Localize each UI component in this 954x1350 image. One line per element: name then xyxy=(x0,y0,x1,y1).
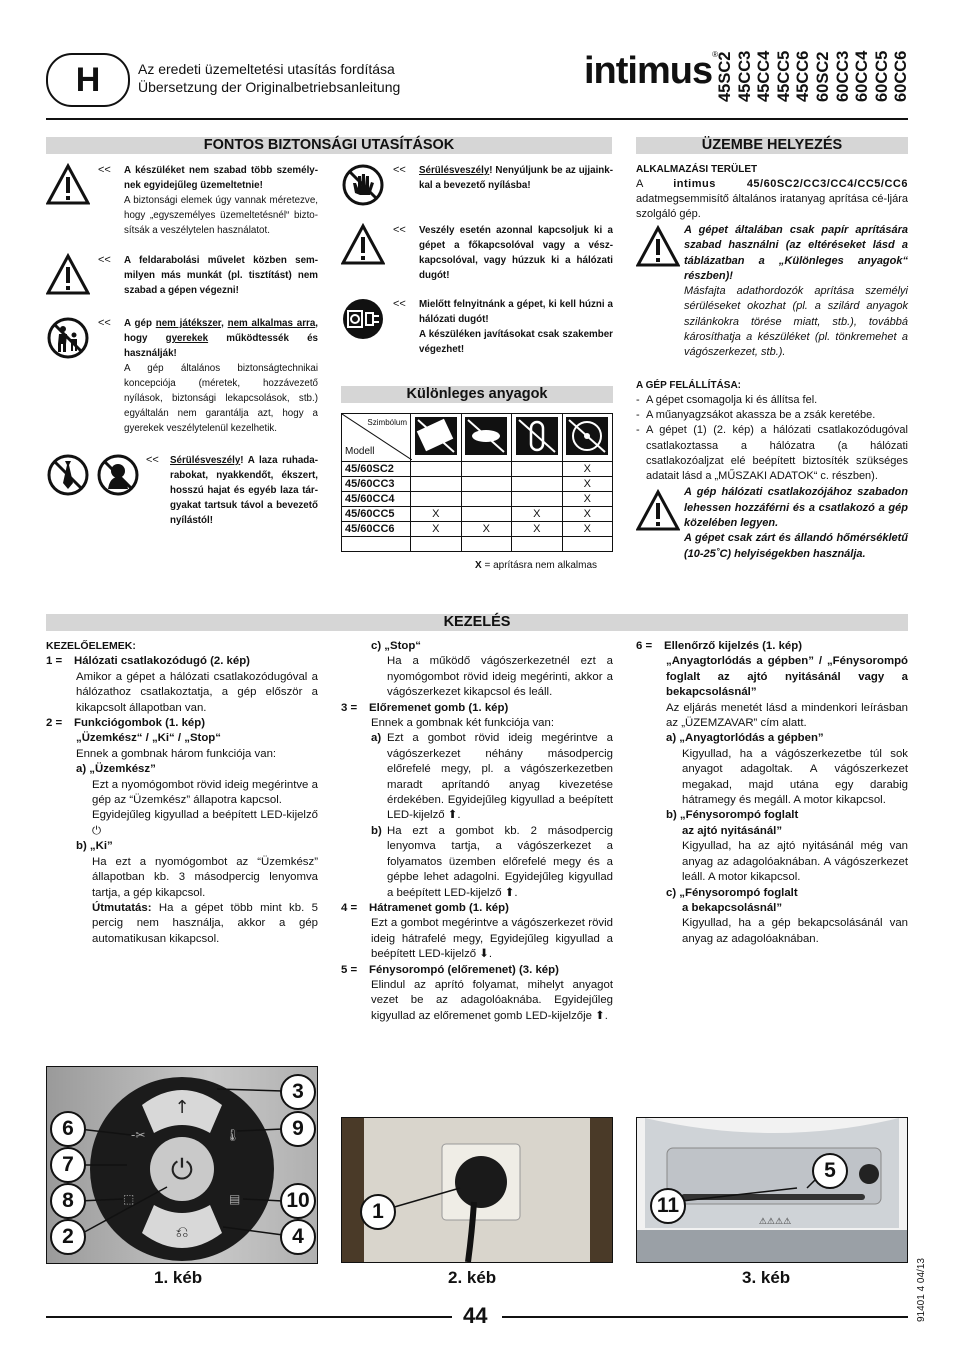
forward-arrow-icon: ⬆ xyxy=(447,809,458,822)
figure-2-caption: 2. kéb xyxy=(448,1268,497,1287)
figure-2-callout-1: 1 xyxy=(360,1194,396,1230)
no-children-icon xyxy=(46,316,90,360)
item-4-desc: Ezt a gombot megérintve a vágószerkezet rövid ideig hátrafelé megy, Egyidejűleg kigyullad a beépített LED-kijelző xyxy=(371,917,613,961)
item-6b-desc: Kigyullad, ha az ajtó nyitásánál még van anyag az adagolóaknában. A vágószerkezet leáll. A motor kikapcsol. xyxy=(682,840,908,884)
item-6-key: 6 = xyxy=(636,640,653,652)
w3-d: működtessék és használják! xyxy=(124,333,318,359)
materials-mark-cell xyxy=(461,492,512,507)
item-6c-heading-2: a bekapcsolásnál” xyxy=(682,901,783,914)
figure-2-photo xyxy=(341,1117,613,1263)
materials-mark-cell xyxy=(411,462,462,477)
materials-row xyxy=(342,477,613,492)
item-3a-key: a) xyxy=(371,732,382,745)
startup-warning-1 xyxy=(636,223,908,361)
startup-warn1-text: Másfajta adathordozók aprítása személyi sérüléseket okozhat (pl. a szilárd anyagok szilánkokra törése miatt, stb.), továbbá károsíthatja a készüléket (pl. tönkremehet a vágószerkezet, stb.). xyxy=(684,285,908,359)
area-text xyxy=(636,177,908,222)
materials-mark-cell: X xyxy=(512,522,563,537)
wall-socket-illustration xyxy=(342,1118,612,1262)
no-cd-icon xyxy=(414,416,458,456)
setup-step-3-text: A gépet (1) (2. kép) a hálózati csatlakozódugóval csatlakoztassa a hálózatra (a hálózati csatlakozóaljzat elé beépített biztosíték szükséges adatait lásd a „MŰSZAKI ADATOK“ c. részben). xyxy=(646,424,908,483)
figure-1-caption: 1. kéb xyxy=(154,1268,203,1287)
brand-logo xyxy=(584,50,717,93)
materials-mark-cell: X xyxy=(411,507,462,522)
item-3a-desc: Ezt a gombot rövid ideig megérintve a vágószerkezet néhány másodpercig előrefelé megy, pl. a vágószerkezetben maradt aprítandó anyag kivezetése érdekében. Egyidejűleg kigyullad a beépített LED-kijelző xyxy=(387,732,613,822)
item-6-header xyxy=(636,639,908,654)
figure-1-callout-8: 8 xyxy=(50,1183,86,1219)
item-3b-desc: Ha ezt a gombot kb. 2 másodpercig lenyomva tartja, a vágószerkezet a folyamatos üzemben előrefelé megy és a gépbe lehet adagolni. Egyidejűleg kigyullad a beépített LED-kijelző xyxy=(387,824,613,899)
w3-b: , xyxy=(221,318,228,329)
w3-a: A gép xyxy=(124,318,156,329)
warning-6-bold: Veszély esetén azonnal kapcsoljuk ki a gépet a főkapcsolóval vagy a vész-kapcsolóval, vagy húzzuk ki a hálózati dugót! xyxy=(419,225,613,281)
figure-1-callout-9: 9 xyxy=(280,1111,316,1147)
model-label: 45SC2 xyxy=(716,51,734,102)
item-6a-desc: Kigyullad, ha a vágószerkezetbe túl sok anyagot adagoltak. A vágószerkezet megakad, majd utána egy darabig hátramegy és megáll. A motor kikapcsol. xyxy=(682,747,908,807)
chevron-marker: << xyxy=(146,454,159,466)
chevron-marker: << xyxy=(98,317,111,329)
w4-underline: Sérülésveszély xyxy=(170,455,241,466)
logo-text: intimus xyxy=(584,50,713,92)
subtitle-line-2: Übersetzung der Originalbetriebsanleitung xyxy=(138,79,401,95)
figure-1-callout-2: 2 xyxy=(50,1219,86,1255)
item-6-title-2: „Anyagtorlódás a gépben” / „Fénysorompó foglalt az ajtó nyitásánál vagy a bekapcsolásnál” xyxy=(666,655,908,699)
materials-header-cell xyxy=(342,414,411,462)
no-disc-icon xyxy=(565,416,609,456)
item-5-desc: Elindul az aprító folyamat, mihelyt anyagot vezet be az adagolóaknába. Egyidejűleg kigyullad az előremenet gomb LED-kijelzője xyxy=(371,978,613,1022)
warning-1-bold: A készüléket nem szabad több személy-nek egyidejűleg üzemeltetnie! xyxy=(124,165,318,191)
materials-row xyxy=(342,507,613,522)
item-5-header xyxy=(341,963,613,978)
empty-cell xyxy=(512,537,563,552)
materials-mark-cell xyxy=(512,462,563,477)
item-2a-heading: a) „Üzemkész” xyxy=(76,763,156,776)
operation-col-3 xyxy=(636,639,908,947)
materials-mark-cell: X xyxy=(562,477,613,492)
forward-arrow-icon: ⬆ xyxy=(595,1009,605,1022)
operation-col-2: c) „Stop“ Ha a működő vágószerkezetnél ezt a nyomógombot rövid ideig megérinti, akkor a vágószerkezet kikapcsol és leáll. 3 = Előremenet gomb (1. kép) Ennek a gombnak két funkciója van: a) Ezt a gombot rövid ideig megérintve a vágószerkezet néhány másodpercig előrefelé megy, pl. a vágószerkezetben maradt aprítandó anyag kivezetése érdekében. Egyidejűleg kigyullad a beépített LED-kijelző ⬆. b) Ha ezt a gombot kb. 2 másodpercig lenyomva tartja, a vágószerkezet a folyamatos üzemben előrefelé megy és a gépbe lehet adagolni. Egyidejűleg kigyullad a beépített LED-kijelző ⬆. 4 = Hátramenet gomb (1. kép) Ezt a gombot megérintve a vágószerkezet rövid ideig hátrafelé megy, Egyidejűleg kigyullad a beépített LED-kijelző ⬇. 5 = Fénysorompó (előremenet) (3. kép) Elindul az aprító folyamat, mihelyt anyagot vezet be az adagolóaknába. Egyidejűleg kigyullad az előremenet gomb LED-kijelzője ⬆. xyxy=(341,640,613,1022)
startup-warning-2 xyxy=(636,485,908,561)
materials-model-cell: 45/60CC4 xyxy=(342,492,411,507)
item-5-title: Fénysorompó (előremenet) (3. kép) xyxy=(369,963,559,976)
area-heading: ALKALMAZÁSI TERÜLET xyxy=(636,164,758,175)
warning-triangle-icon xyxy=(341,223,385,267)
operation-heading: KEZELÉS xyxy=(46,614,908,631)
header-symbol-label: Szimbólum xyxy=(367,418,407,427)
no-hand-icon xyxy=(341,163,385,207)
svg-text:⬚: ⬚ xyxy=(123,1192,135,1206)
item-2a-desc-2: Egyidejűleg kigyullad a beépített LED-kijelző xyxy=(92,809,318,822)
no-card-icon xyxy=(464,416,508,456)
figure-3-caption: 3. kéb xyxy=(742,1268,791,1287)
svg-text:🌡: 🌡 xyxy=(225,1128,241,1142)
model-label: 60SC2 xyxy=(813,51,832,102)
area-bold: intimus 45/60SC2/CC3/CC4/CC5/CC6 xyxy=(673,178,908,190)
item-6b-heading: b) „Fénysorompó foglalt xyxy=(666,809,799,822)
materials-mark-cell: X xyxy=(562,462,613,477)
setup-heading: A GÉP FELÁLLÍTÁSA: xyxy=(636,379,741,391)
materials-heading: Különleges anyagok xyxy=(341,386,613,403)
no-paperclip-icon xyxy=(515,416,559,456)
safety-warning-7 xyxy=(341,297,613,357)
item-1-header xyxy=(46,654,318,669)
svg-text:↑: ↑ xyxy=(174,1097,190,1118)
chevron-marker: << xyxy=(393,298,406,310)
item-3-key: 3 = xyxy=(341,701,358,714)
item-6a-heading: a) „Anyagtorlódás a gépben” xyxy=(666,732,824,745)
item-3-title: Előremenet gomb (1. kép) xyxy=(369,701,509,714)
item-6-title: Ellenőrző kijelzés (1. kép) xyxy=(664,640,803,652)
item-2-key: 2 = xyxy=(46,717,63,730)
note-text: = aprításra nem alkalmas xyxy=(481,560,597,571)
setup-step-2: - A műanyagzsákot akassza be a zsák keretébe. xyxy=(636,408,908,423)
chevron-marker: << xyxy=(393,224,406,236)
model-list xyxy=(716,40,912,102)
materials-mark-cell xyxy=(461,462,512,477)
warning-triangle-icon xyxy=(636,489,680,533)
empty-cell xyxy=(562,537,613,552)
symbol-clip-cell xyxy=(512,414,563,462)
area-t1: A xyxy=(636,178,674,190)
safety-warning-1 xyxy=(46,163,318,238)
materials-mark-cell: X xyxy=(461,522,512,537)
no-long-hair-icon xyxy=(96,453,140,497)
item-2c-heading: c) „Stop“ xyxy=(371,640,421,652)
item-3b-key: b) xyxy=(371,824,382,837)
setup-step-1: - A gépet csomagolja ki és állítsa fel. xyxy=(636,393,908,408)
subtitle-line-1: Az eredeti üzemeltetési utasítás fordítása xyxy=(138,61,395,77)
materials-header-row xyxy=(342,414,613,462)
model-label: 45CC4 xyxy=(755,50,774,102)
materials-mark-cell xyxy=(512,492,563,507)
chevron-marker: << xyxy=(98,164,111,176)
item-4-key: 4 = xyxy=(341,901,358,914)
item-3-header xyxy=(341,701,613,716)
document-number: 91401 4 04/13 xyxy=(916,1258,927,1322)
figure-1-photo xyxy=(46,1066,318,1264)
forward-arrow-icon: ⬆ xyxy=(504,886,515,899)
startup-warn1-bold: A gépet általában csak papír aprítására szabad használni (az eltéréseket lásd a táblázatban a „Különleges anyagok“ részben)! xyxy=(684,224,908,282)
warning-triangle-icon xyxy=(46,253,90,297)
control-panel-illustration xyxy=(47,1067,317,1263)
note-x: X xyxy=(475,560,482,571)
item-2b-desc: Ha ezt a nyomógombot az “Üzemkész” állapotban kb. 3 másodpercig lenyomva tartja, a gép kikapcsol. xyxy=(92,855,318,899)
safety-heading: FONTOS BIZTONSÁGI UTASÍTÁSOK xyxy=(46,137,612,154)
materials-empty-row xyxy=(342,537,613,552)
item-2-desc: Ennek a gombnak három funkciója van: xyxy=(76,747,277,760)
setup-steps xyxy=(636,393,908,485)
footer-rule-left xyxy=(46,1316,452,1318)
page-number: 44 xyxy=(463,1303,488,1328)
figure-3-callout-5: 5 xyxy=(812,1153,848,1189)
materials-mark-cell xyxy=(411,477,462,492)
item-6b-heading-2: az ajtó nyitásánál” xyxy=(682,824,783,837)
materials-note xyxy=(475,560,597,571)
warning-2-bold: A feldarabolási művelet közben sem-milyen más munkát (pl. tisztítást) nem szabad a gépen végezni! xyxy=(124,255,318,296)
header-subtitle xyxy=(138,60,400,96)
item-2-title: Funkciógombok (1. kép) xyxy=(74,717,206,730)
empty-cell xyxy=(342,537,411,552)
materials-model-cell: 45/60CC5 xyxy=(342,507,411,522)
footer-rule-right xyxy=(502,1316,908,1318)
model-label: 45CC3 xyxy=(735,50,754,102)
language-badge: H xyxy=(46,53,130,107)
no-tie-icon xyxy=(46,453,90,497)
w3-u3: gyerekek xyxy=(165,333,209,344)
w4-bold: ! A laza ruhada-rabokat, nyakkendőt, ékszert, hosszú hajat és egyéb laza tár-gyakat tartsuk távol a bevezető nyílástól! xyxy=(170,455,318,526)
warning-triangle-icon xyxy=(46,163,90,207)
item-1-title: Hálózati csatlakozódugó (2. kép) xyxy=(74,655,250,668)
setup-step-1-text: A gépet csomagolja ki és állítsa fel. xyxy=(646,393,818,406)
header-rule xyxy=(46,118,908,120)
materials-mark-cell xyxy=(461,507,512,522)
empty-cell xyxy=(411,537,462,552)
item-2a-desc: Ezt a nyomógombot rövid ideig megérintve a gép az “Üzemkész” állapotra kapcsol. xyxy=(92,778,318,807)
svg-text:⎌: ⎌ xyxy=(175,1222,189,1241)
item-6-desc: Az eljárás menetét lásd a mindenkori leírásban az „ÜZEMZAVAR” cím alatt. xyxy=(666,701,908,730)
item-4-header xyxy=(341,901,613,916)
warning-7-bold-1: Mielőtt felnyitnánk a gépet, ki kell húzni a hálózati dugót! xyxy=(419,299,613,325)
item-3a: a) Ezt a gombot rövid ideig megérintve a vágószerkezet néhány másodpercig előrefelé megy, pl. a vágószerkezetben maradt aprítandó anyag kivezetése érdekében. Egyidejűleg kigyullad a beépített LED-kijelző ⬆. xyxy=(341,731,613,823)
warning-7-bold-2: A készüléken javításokat csak szakember végezhet! xyxy=(419,329,613,355)
symbol-cd-cell xyxy=(411,414,462,462)
item-2b-heading: b) „Ki” xyxy=(76,840,113,853)
item-2c-desc: Ha a működő vágószerkezetnél ezt a nyomógombot rövid ideig megérinti, akkor a vágószerkezet kikapcsol és leáll. xyxy=(387,655,613,699)
startup-heading: ÜZEMBE HELYEZÉS xyxy=(636,137,908,154)
item-5-key: 5 = xyxy=(341,963,358,976)
materials-table xyxy=(341,413,613,552)
materials-model-cell: 45/60CC3 xyxy=(342,477,411,492)
materials-mark-cell: X xyxy=(562,522,613,537)
model-label: 45CC5 xyxy=(774,50,793,102)
model-label: 60CC3 xyxy=(833,50,852,102)
item-2b-note: Ha a gépet több mint kb. 5 percig nem használja, akkor a gép automatikusan kikapcsol. xyxy=(92,901,318,945)
safety-warning-6 xyxy=(341,223,613,283)
figure-3-callout-11: 11 xyxy=(650,1188,686,1224)
safety-warning-3 xyxy=(46,316,318,436)
svg-text:▤: ▤ xyxy=(229,1192,241,1206)
materials-mark-cell xyxy=(512,477,563,492)
unplug-icon xyxy=(341,297,385,341)
startup-warn2-b1: A gép hálózati csatlakozójához szabadon lehessen hozzáférni és a csatlakozó a gép közelében legyen. xyxy=(684,486,908,530)
item-3-desc: Ennek a gombnak két funkciója van: xyxy=(371,717,554,730)
reverse-arrow-icon: ⬇ xyxy=(479,948,489,961)
controls-heading: KEZELŐELEMEK: xyxy=(46,640,136,652)
chevron-marker: << xyxy=(98,254,111,266)
safety-warning-4 xyxy=(46,453,318,528)
startup-content xyxy=(636,162,908,562)
svg-text:-✂: -✂ xyxy=(131,1128,146,1142)
warning-triangle-icon xyxy=(636,225,680,269)
w5-bold: ! Nenyúljunk be az ujjaink-kal a bevezető nyílásba! xyxy=(419,165,613,191)
logo-reg: ® xyxy=(712,50,718,59)
setup-step-3: - A gépet (1) (2. kép) a hálózati csatlakozódugóval csatlakoztassa a hálózatra (a hálózati csatlakozóaljzat elé beépített biztosíték szükséges adatait lásd a „MŰSZAKI ADATOK“ c. részben). xyxy=(636,423,908,484)
item-6c-desc: Kigyullad, ha a gép bekapcsolásánál van anyag az adagolóaknában. xyxy=(682,917,908,945)
figure-1-callout-4: 4 xyxy=(280,1219,316,1255)
item-3b: b) Ha ezt a gombot kb. 2 másodpercig lenyomva tartja, a vágószerkezet a folyamatos üzemben előrefelé megy és a gépbe lehet adagolni. Egyidejűleg kigyullad a beépített LED-kijelző ⬆. xyxy=(341,824,613,901)
materials-mark-cell: X xyxy=(562,507,613,522)
item-4-title: Hátramenet gomb (1. kép) xyxy=(369,901,509,914)
operation-col-1 xyxy=(46,639,318,947)
safety-warning-2 xyxy=(46,253,318,298)
materials-mark-cell: X xyxy=(562,492,613,507)
empty-cell xyxy=(461,537,512,552)
item-1-desc: Amikor a gépet a hálózati csatlakozódugóval a hálózathoz csatlakoztatja, a gép először a kikapcsolt állapotban van. xyxy=(76,670,318,714)
warning-1-text: A biztonsági elemek úgy vannak méretezve, hogy „egyszemélyes üzemeltetésnél“ bizto-sítsák a veszélytelen használatot. xyxy=(124,195,318,236)
area-t2: adatmegsemmisítő általános iratanyag aprítása cé-ljára szolgáló gép. xyxy=(636,193,908,220)
chevron-marker: << xyxy=(393,164,406,176)
item-6c-heading: c) „Fénysorompó foglalt xyxy=(666,886,798,899)
figure-1-callout-10: 10 xyxy=(280,1183,316,1219)
w3-u1: nem játékszer xyxy=(155,318,222,329)
item-2-header xyxy=(46,716,318,731)
materials-mark-cell xyxy=(461,477,512,492)
model-label: 60CC4 xyxy=(853,50,872,102)
materials-row xyxy=(342,522,613,537)
power-icon: ⏻ xyxy=(92,824,102,837)
warning-3-text: A gép általános biztonságtechnikai koncepciója (méretek, hozzávezető nyílások, biztonsági lekapcsolások, stb.) egyáltalán nem garantálja azt, hogy a gyerekek veszélytelenül kezelhetik. xyxy=(124,363,318,434)
figure-1-callout-6: 6 xyxy=(50,1111,86,1147)
item-1-key: 1 = xyxy=(46,655,63,668)
materials-model-cell: 45/60SC2 xyxy=(342,462,411,477)
model-label: 60CC6 xyxy=(892,50,911,102)
w3-u2: nem alkalmas arra xyxy=(227,318,316,329)
header-model-label: Modell xyxy=(345,446,375,457)
setup-step-2-text: A műanyagzsákot akassza be a zsák keretébe. xyxy=(646,408,876,421)
materials-row xyxy=(342,462,613,477)
figure-1-callout-7: 7 xyxy=(50,1147,86,1183)
materials-mark-cell: X xyxy=(411,522,462,537)
safety-warning-5 xyxy=(341,163,613,207)
model-label: 60CC5 xyxy=(872,50,891,102)
w3-c: , hogy xyxy=(124,318,319,344)
materials-mark-cell: X xyxy=(512,507,563,522)
materials-mark-cell xyxy=(411,492,462,507)
w5-underline: Sérülésveszély xyxy=(419,165,490,176)
symbol-card-cell xyxy=(461,414,512,462)
materials-row xyxy=(342,492,613,507)
svg-text:⏻: ⏻ xyxy=(170,1153,194,1186)
symbol-disc-cell xyxy=(562,414,613,462)
item-2-title-2: „Üzemkész“ / „Ki“ / „Stop“ xyxy=(76,732,221,745)
model-label: 45CC6 xyxy=(794,50,813,102)
svg-text:⚠⚠⚠⚠: ⚠⚠⚠⚠ xyxy=(758,1217,792,1227)
materials-model-cell: 45/60CC6 xyxy=(342,522,411,537)
figure-1-callout-3: 3 xyxy=(280,1074,316,1110)
item-2b-note-heading: Útmutatás: xyxy=(92,901,152,914)
startup-warn2-b2: A gépet csak zárt és állandó hőmérsékletű (10-25˚C) helyiségekben használja. xyxy=(684,532,908,560)
